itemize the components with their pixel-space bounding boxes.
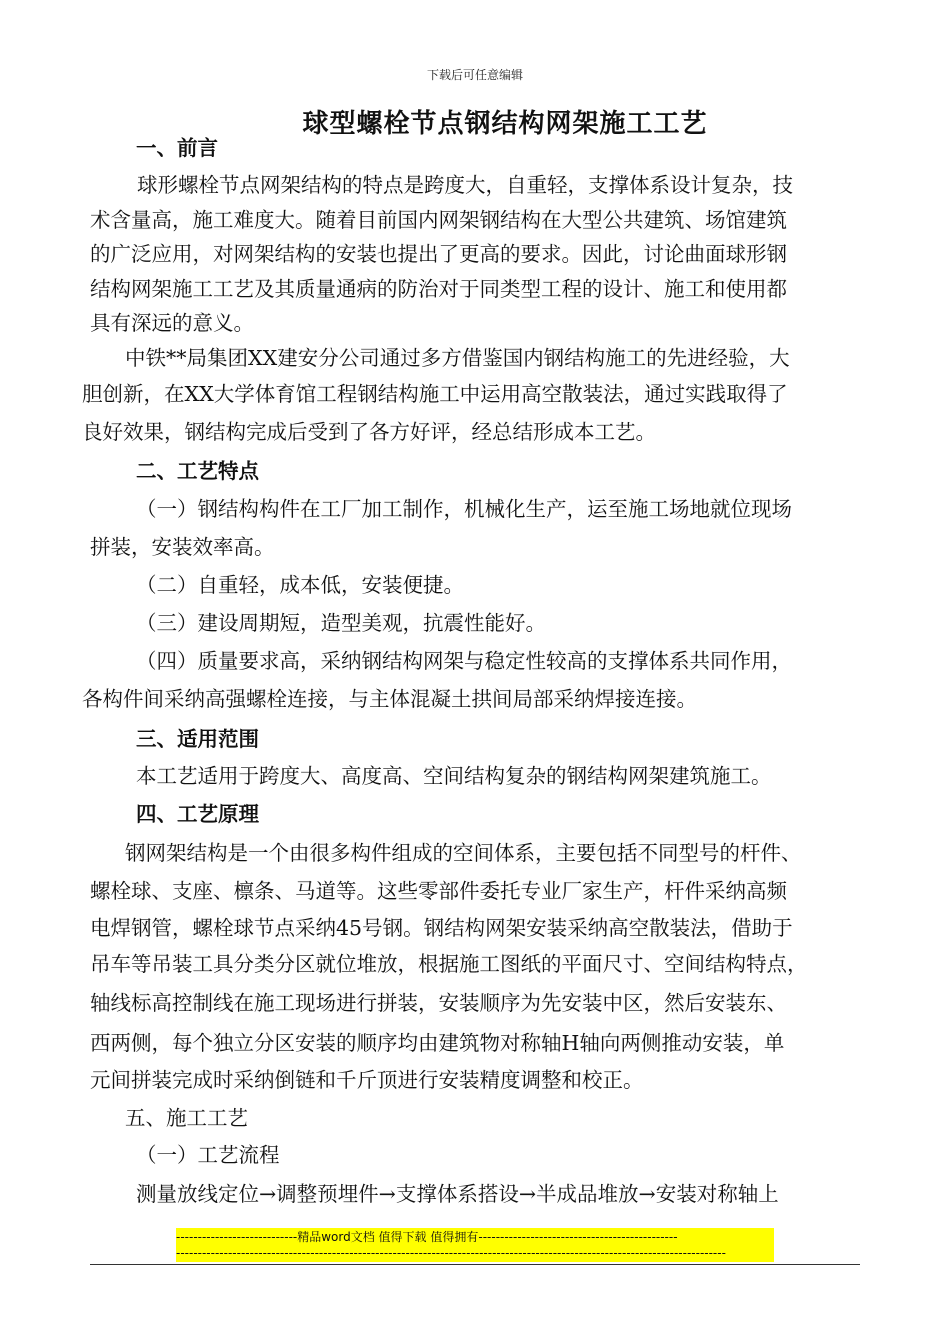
- section-heading-process: 五、施工工艺: [125, 1106, 248, 1130]
- process-flow-line: 测量放线定位→调整预埋件→支撑体系搭设→半成品堆放→安装对称轴上: [136, 1182, 779, 1206]
- paragraph-line: 本工艺适用于跨度大、高度高、空间结构复杂的钢结构网架建筑施工。: [136, 764, 772, 788]
- section-heading-principle: 四、工艺原理: [136, 802, 259, 826]
- document-title: 球型螺栓节点钢结构网架施工工艺: [302, 109, 708, 139]
- header-note: 下载后可任意编辑: [426, 68, 523, 82]
- list-item: （三）建设周期短，造型美观，抗震性能好。: [136, 611, 546, 635]
- list-item: （四）质量要求高，采纳钢结构网架与稳定性较高的支撑体系共同作用，: [136, 649, 792, 673]
- paragraph-line: 良好效果，钢结构完成后受到了各方好评，经总结形成本工艺。: [82, 420, 656, 444]
- paragraph-line: 轴线标高控制线在施工现场进行拼装，安装顺序为先安装中区，然后安装东、: [90, 991, 787, 1015]
- footer-banner: ----------------------------精品word文档 值得下载 值得拥有----------------------------------------------: [176, 1228, 774, 1246]
- section-heading-features: 二、工艺特点: [136, 459, 259, 483]
- paragraph-line: 球形螺栓节点网架结构的特点是跨度大，自重轻，支撑体系设计复杂，技: [137, 173, 793, 197]
- section-heading-scope: 三、适用范围: [136, 727, 259, 751]
- paragraph-line: 的广泛应用，对网架结构的安装也提出了更高的要求。因此，讨论曲面球形钢: [90, 242, 787, 266]
- list-item: （二）自重轻，成本低，安装便捷。: [136, 573, 464, 597]
- paragraph-line: 胆创新，在XX大学体育馆工程钢结构施工中运用高空散装法，通过实践取得了: [82, 382, 788, 406]
- paragraph-line: 钢网架结构是一个由很多构件组成的空间体系，主要包括不同型号的杆件、: [125, 841, 802, 865]
- paragraph-line: 西两侧，每个独立分区安装的顺序均由建筑物对称轴H轴向两侧推动安装，单: [90, 1031, 785, 1055]
- paragraph-line: 具有深远的意义。: [90, 311, 254, 335]
- list-item: （一）钢结构构件在工厂加工制作，机械化生产，运至施工场地就位现场: [136, 497, 792, 521]
- section-heading-preface: 一、前言: [136, 136, 218, 160]
- paragraph-line: 中铁**局集团XX建安分公司通过多方借鉴国内钢结构施工的先进经验，大: [125, 346, 790, 370]
- paragraph-line: 吊车等吊装工具分类分区就位堆放，根据施工图纸的平面尺寸、空间结构特点，: [90, 952, 808, 976]
- paragraph-line: 结构网架施工工艺及其质量通病的防治对于同类型工程的设计、施工和使用都: [90, 277, 787, 301]
- footer-rule: [90, 1264, 860, 1265]
- list-item: 各构件间采纳高强螺栓连接，与主体混凝土拱间局部采纳焊接连接。: [82, 687, 697, 711]
- paragraph-line: 术含量高，施工难度大。随着目前国内网架钢结构在大型公共建筑、场馆建筑: [90, 208, 787, 232]
- list-item: 拼装，安装效率高。: [90, 535, 275, 559]
- paragraph-line: 电焊钢管，螺栓球节点采纳45号钢。钢结构网架安装采纳高空散装法，借助于: [90, 916, 793, 940]
- subsection-heading: （一）工艺流程: [136, 1143, 280, 1167]
- footer-dashes: -------------------------------------------------------------------------------------------------------------------------------: [176, 1244, 774, 1262]
- paragraph-line: 元间拼装完成时采纳倒链和千斤顶进行安装精度调整和校正。: [90, 1068, 644, 1092]
- paragraph-line: 螺栓球、支座、檩条、马道等。这些零部件委托专业厂家生产，杆件采纳高频: [90, 879, 787, 903]
